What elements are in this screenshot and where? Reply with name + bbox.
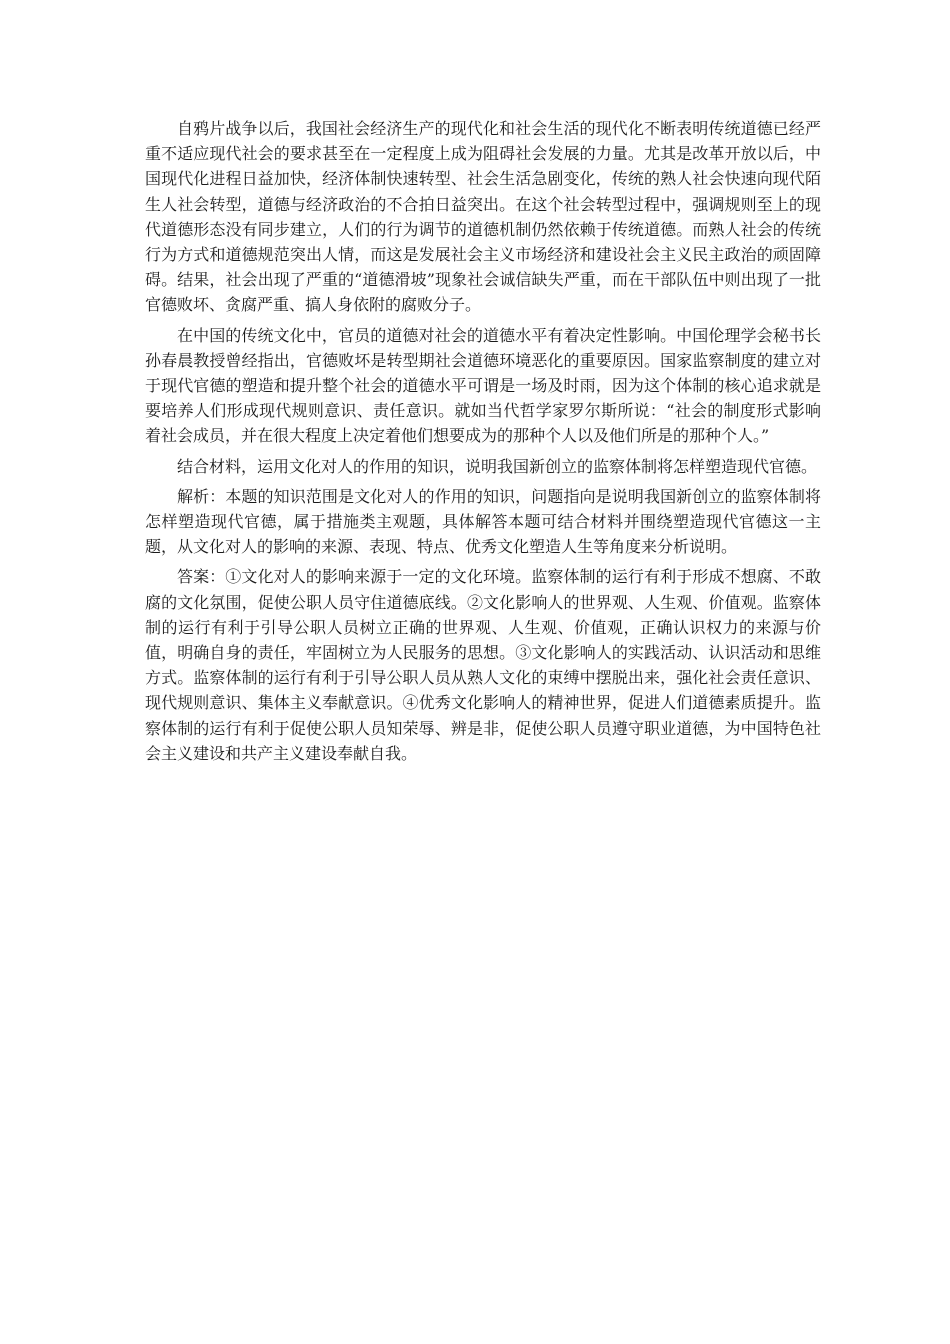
- question-paragraph: 结合材料，运用文化对人的作用的知识，说明我国新创立的监察体制将怎样塑造现代官德。: [177, 456, 818, 476]
- material-paragraph-1: 自鸦片战争以后，我国社会经济生产的现代化和社会生活的现代化不断表明传统道德已经严重不适应现代社会的要求甚至在一定程度上成为阻碍社会发展的力量。尤其是改革开放以后，中国现代化进程日益加快，经济体制快速转型、社会生活急剧变化，传统的熟人社会快速向现代陌生人社会转型，道德与经济政治的不合拍日益突出。在这个社会转型过程中，强调规则至上的现代道德形态没有同步建立，人们的行为调节的道德机制仍然依赖于传统道德。而熟人社会的传统行为方式和道德规范突出人情，而这是发展社会主义市场经济和建设社会主义民主政治的顽固障碍。结果，社会出现了严重的“道德滑坡”现象社会诚信缺失严重，而在干部队伍中则出现了一批官德败坏、贪腐严重、搞人身依附的腐败分子。: [145, 119, 821, 315]
- analysis-paragraph: 解析：本题的知识范围是文化对人的作用的知识，问题指向是说明我国新创立的监察体制将怎样塑造现代官德，属于措施类主观题，具体解答本题可结合材料并围绕塑造现代官德这一主题，从文化对人的影响的来源、表现、特点、优秀文化塑造人生等角度来分析说明。: [145, 486, 821, 557]
- document-body: [145, 116, 821, 771]
- material-paragraph-2: 在中国的传统文化中，官员的道德对社会的道德水平有着决定性影响。中国伦理学会秘书长孙春晨教授曾经指出，官德败坏是转型期社会道德环境恶化的重要原因。国家监察制度的建立对于现代官德的塑造和提升整个社会的道德水平可谓是一场及时雨，因为这个体制的核心追求就是要培养人们形成现代规则意识、责任意识。就如当代哲学家罗尔斯所说：“社会的制度形式影响着社会成员，并在很大程度上决定着他们想要成为的那种个人以及他们所是的那种个人。”: [145, 325, 821, 446]
- answer-paragraph: 答案：①文化对人的影响来源于一定的文化环境。监察体制的运行有利于形成不想腐、不敢腐的文化氛围，促使公职人员守住道德底线。②文化影响人的世界观、人生观、价值观。监察体制的运行有利于引导公职人员树立正确的世界观、人生观、价值观，正确认识权力的来源与价值，明确自身的责任，牢固树立为人民服务的思想。③文化影响人的实践活动、认识活动和思维方式。监察体制的运行有利于引导公职人员从熟人文化的束缚中摆脱出来，强化社会责任意识、现代规则意识、集体主义奉献意识。④优秀文化影响人的精神世界，促进人们道德素质提升。监察体制的运行有利于促使公职人员知荣辱、辨是非，促使公职人员遵守职业道德，为中国特色社会主义建设和共产主义建设奉献自我。: [145, 567, 821, 763]
